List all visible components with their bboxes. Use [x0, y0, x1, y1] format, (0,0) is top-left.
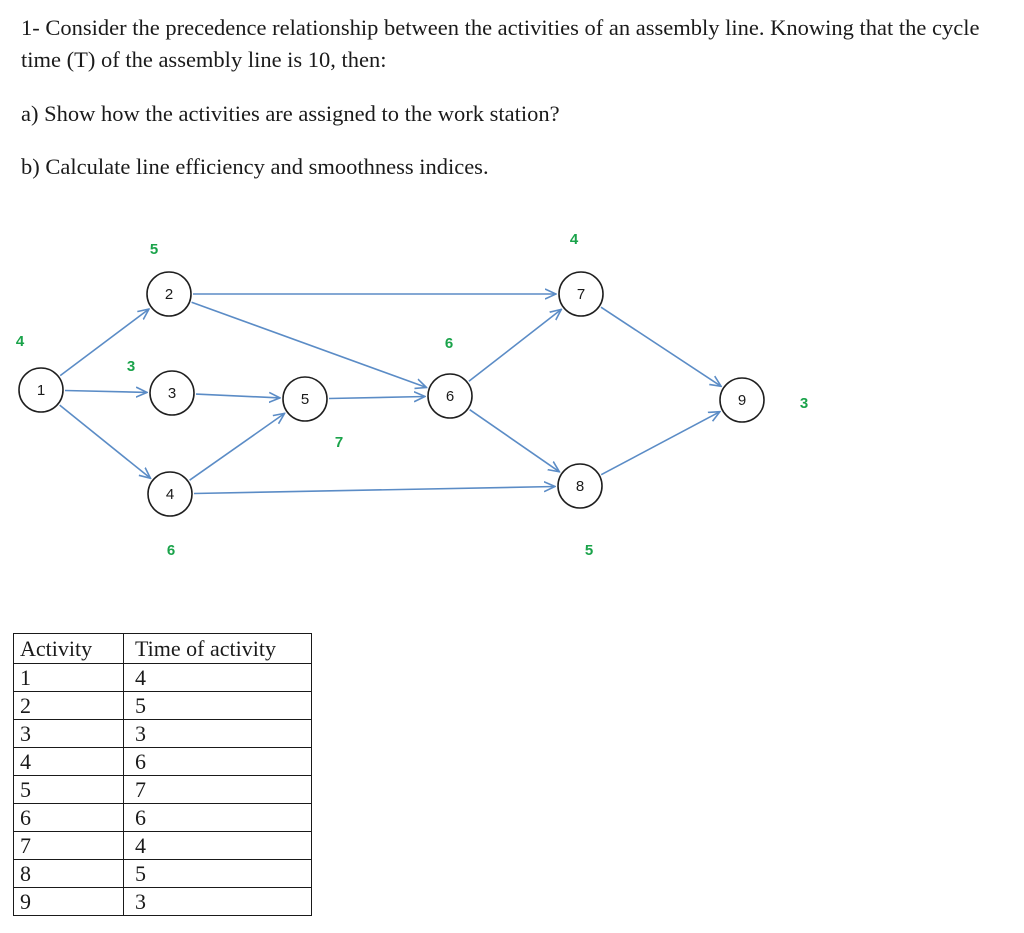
activity-cell: 6	[14, 804, 124, 832]
time-label-3: 3	[126, 358, 136, 375]
table-row	[14, 664, 312, 692]
node-label: 2	[164, 286, 174, 303]
node-9	[720, 378, 764, 422]
node-7	[559, 272, 603, 316]
time-label-7: 4	[569, 231, 579, 248]
time-label-9: 3	[799, 395, 809, 412]
node-2	[147, 272, 191, 316]
table-row	[14, 860, 312, 888]
table-body	[14, 664, 312, 916]
time-label-1: 4	[15, 333, 25, 350]
edge-1-to-4	[60, 405, 151, 478]
header-activity: Activity	[14, 634, 124, 664]
time-cell: 5	[124, 692, 312, 720]
node-3	[150, 371, 194, 415]
node-label: 7	[576, 286, 586, 303]
time-label-6: 6	[444, 335, 454, 352]
node-label: 3	[167, 385, 177, 402]
node-6	[428, 374, 472, 418]
header-time: Time of activity	[124, 634, 312, 664]
node-5	[283, 377, 327, 421]
node-label: 5	[300, 391, 310, 408]
time-cell: 3	[124, 720, 312, 748]
nodes-layer	[19, 272, 764, 516]
question-part-b: b) Calculate line efficiency and smoothness indices.	[21, 154, 489, 179]
node-1	[19, 368, 63, 412]
node-label: 8	[575, 478, 585, 495]
time-cell: 4	[124, 832, 312, 860]
activity-table	[13, 633, 312, 916]
time-cell: 4	[124, 664, 312, 692]
edge-8-to-9	[601, 412, 720, 475]
time-label-8: 5	[584, 542, 594, 559]
times-layer	[16, 231, 808, 559]
edge-7-to-9	[601, 307, 721, 386]
node-label: 4	[165, 486, 175, 503]
activity-cell: 1	[14, 664, 124, 692]
table-row	[14, 720, 312, 748]
table-row	[14, 748, 312, 776]
edge-4-to-8	[194, 487, 555, 494]
precedence-diagram	[0, 190, 1024, 590]
table-row	[14, 776, 312, 804]
edge-2-to-6	[192, 302, 427, 387]
node-8	[558, 464, 602, 508]
activity-cell: 3	[14, 720, 124, 748]
edge-1-to-3	[65, 391, 147, 393]
node-4	[148, 472, 192, 516]
table-row	[14, 888, 312, 916]
table-header-row	[14, 634, 312, 664]
time-cell: 6	[124, 804, 312, 832]
edge-6-to-8	[470, 410, 560, 472]
edge-1-to-2	[60, 309, 149, 376]
time-cell: 7	[124, 776, 312, 804]
edge-4-to-5	[190, 413, 285, 480]
time-label-5: 7	[334, 434, 344, 451]
time-cell: 3	[124, 888, 312, 916]
activity-cell: 9	[14, 888, 124, 916]
time-cell: 5	[124, 860, 312, 888]
question-intro: 1- Consider the precedence relationship between the activities of an assembly line. Knowing that the cycle time (T) of the assembly line is 10, then:	[21, 15, 980, 72]
time-label-2: 5	[149, 241, 159, 258]
edge-5-to-6	[329, 397, 425, 399]
table-row	[14, 832, 312, 860]
edge-6-to-7	[469, 309, 561, 381]
activity-cell: 4	[14, 748, 124, 776]
node-label: 6	[445, 388, 455, 405]
question-part-a: a) Show how the activities are assigned to the work station?	[21, 101, 560, 126]
time-label-4: 6	[166, 542, 176, 559]
node-label: 9	[737, 392, 747, 409]
activity-cell: 7	[14, 832, 124, 860]
table-row	[14, 692, 312, 720]
edge-3-to-5	[196, 394, 280, 398]
time-cell: 6	[124, 748, 312, 776]
activity-cell: 5	[14, 776, 124, 804]
activity-cell: 2	[14, 692, 124, 720]
activity-cell: 8	[14, 860, 124, 888]
node-label: 1	[36, 382, 46, 399]
table-row	[14, 804, 312, 832]
